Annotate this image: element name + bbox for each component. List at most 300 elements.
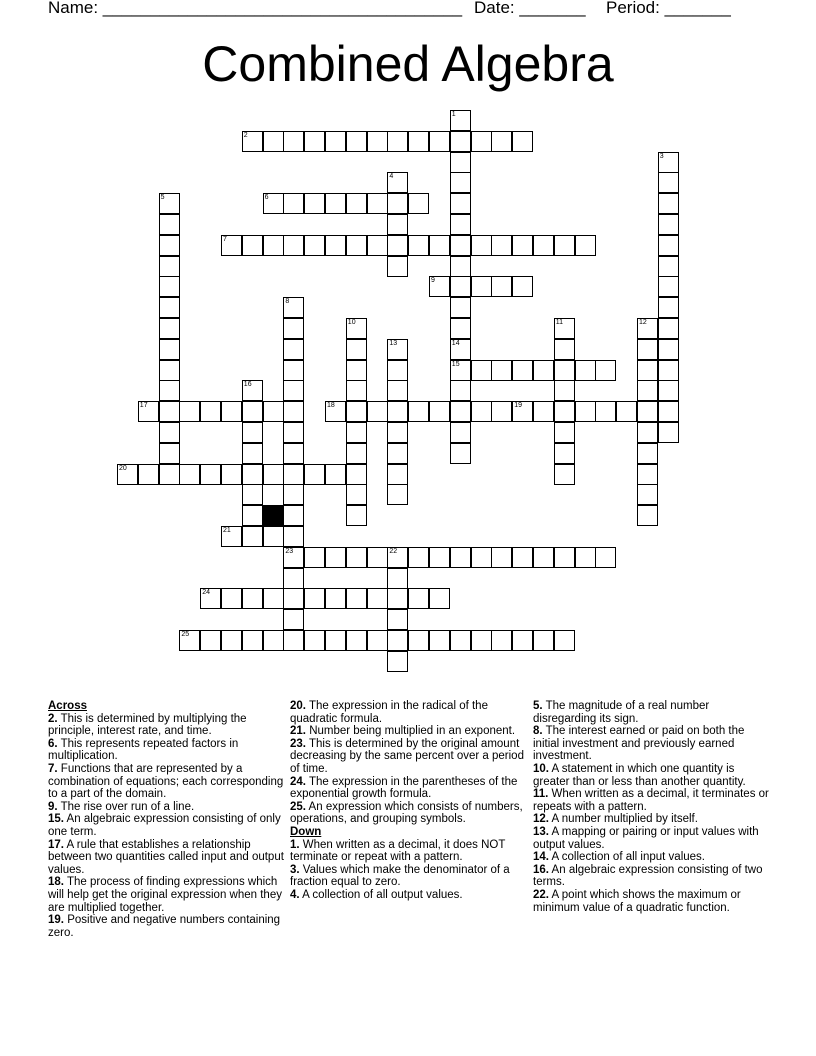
clue-number: 14 (451, 339, 460, 347)
grid-cell[interactable] (429, 588, 450, 609)
clue-text: When written as a decimal, it terminates or repeats with a pattern. (533, 788, 769, 813)
grid-cell[interactable] (263, 193, 284, 214)
clue-number-label: 23. (290, 737, 306, 750)
grid-cell[interactable] (117, 464, 138, 485)
clue-item (48, 839, 284, 877)
grid-cell[interactable] (263, 131, 284, 152)
grid-cell[interactable] (263, 401, 284, 422)
grid-cell[interactable] (387, 651, 408, 672)
grid-cell[interactable] (304, 464, 325, 485)
grid-cell[interactable] (637, 360, 658, 381)
grid-cell[interactable] (263, 464, 284, 485)
clue-item (48, 763, 284, 801)
clue-number-label: 22. (533, 888, 549, 901)
grid-cell[interactable] (450, 630, 471, 651)
grid-cell[interactable] (283, 297, 304, 318)
grid-cell[interactable] (408, 131, 429, 152)
grid-cell[interactable] (346, 131, 367, 152)
grid-cell[interactable] (346, 630, 367, 651)
grid-cell[interactable] (512, 235, 533, 256)
grid-cell[interactable] (450, 297, 471, 318)
grid-cell[interactable] (658, 380, 679, 401)
grid-cell[interactable] (200, 630, 221, 651)
grid-cell[interactable] (533, 547, 554, 568)
grid-cell[interactable] (200, 588, 221, 609)
grid-cell[interactable] (387, 609, 408, 630)
grid-cell[interactable] (387, 422, 408, 443)
clue-number: 9 (431, 277, 435, 285)
grid-cell[interactable] (450, 235, 471, 256)
grid-cell[interactable] (283, 526, 304, 547)
grid-cell[interactable] (554, 360, 575, 381)
grid-cell[interactable] (429, 276, 450, 297)
grid-cell[interactable] (242, 630, 263, 651)
grid-cell[interactable] (471, 131, 492, 152)
grid-cell[interactable] (450, 422, 471, 443)
grid-cell[interactable] (554, 464, 575, 485)
grid-cell[interactable] (471, 547, 492, 568)
grid-cell[interactable] (242, 422, 263, 443)
grid-cell[interactable] (242, 443, 263, 464)
clue-item (533, 826, 773, 851)
clue-number-label: 20. (290, 700, 306, 712)
grid-cell[interactable] (346, 588, 367, 609)
grid-cell[interactable] (159, 360, 180, 381)
clue-text: This is determined by multiplying the principle, interest rate, and time. (48, 712, 247, 738)
grid-cell[interactable] (283, 443, 304, 464)
grid-cell[interactable] (491, 131, 512, 152)
grid-cell[interactable] (346, 505, 367, 526)
grid-cell[interactable] (471, 630, 492, 651)
grid-cell[interactable] (408, 401, 429, 422)
grid-cell[interactable] (471, 276, 492, 297)
grid-cell[interactable] (658, 360, 679, 381)
grid-cell[interactable] (658, 401, 679, 422)
clue-item (48, 801, 284, 814)
grid-cell[interactable] (575, 547, 596, 568)
grid-cell[interactable] (491, 401, 512, 422)
grid-cell[interactable] (283, 588, 304, 609)
clue-item (533, 763, 773, 788)
clue-text: Positive and negative numbers containing zero. (48, 914, 281, 939)
grid-cell[interactable] (325, 401, 346, 422)
grid-cell[interactable] (554, 339, 575, 360)
clue-number: 20 (119, 464, 127, 472)
clue-number: 7 (223, 235, 227, 243)
clue-column-3 (533, 700, 773, 914)
black-cell (263, 505, 284, 526)
grid-cell[interactable] (387, 193, 408, 214)
grid-cell[interactable] (450, 131, 471, 152)
grid-cell[interactable] (159, 401, 180, 422)
grid-cell[interactable] (263, 235, 284, 256)
grid-cell[interactable] (637, 464, 658, 485)
grid-cell[interactable] (387, 339, 408, 360)
clue-text: A collection of all input values. (549, 851, 705, 864)
grid-cell[interactable] (408, 588, 429, 609)
grid-cell[interactable] (242, 464, 263, 485)
grid-cell[interactable] (304, 588, 325, 609)
grid-cell[interactable] (159, 318, 180, 339)
grid-cell[interactable] (159, 380, 180, 401)
clue-number: 11 (555, 319, 564, 326)
grid-cell[interactable] (304, 131, 325, 152)
clue-item (533, 813, 773, 826)
grid-cell[interactable] (387, 443, 408, 464)
grid-cell[interactable] (346, 339, 367, 360)
clue-number-label: 8. (533, 725, 543, 738)
clue-number-label: 6. (48, 737, 58, 750)
grid-cell[interactable] (658, 193, 679, 214)
grid-cell[interactable] (429, 131, 450, 152)
grid-cell[interactable] (283, 131, 304, 152)
grid-cell[interactable] (325, 547, 346, 568)
grid-cell[interactable] (325, 131, 346, 152)
grid-cell[interactable] (471, 235, 492, 256)
grid-cell[interactable] (159, 276, 180, 297)
grid-cell[interactable] (283, 547, 304, 568)
grid-cell[interactable] (595, 547, 616, 568)
clue-number: 3 (659, 152, 664, 160)
clue-item (533, 889, 773, 914)
grid-cell[interactable] (221, 401, 242, 422)
grid-cell[interactable] (242, 505, 263, 526)
clue-text: An algebraic expression consisting of only one term. (48, 813, 281, 838)
grid-cell[interactable] (450, 318, 471, 339)
grid-cell[interactable] (450, 152, 471, 173)
clue-number: 4 (389, 173, 394, 181)
grid-cell[interactable] (221, 526, 242, 547)
grid-cell[interactable] (283, 193, 304, 214)
grid-cell[interactable] (637, 339, 658, 360)
grid-cell[interactable] (512, 276, 533, 297)
grid-cell[interactable] (367, 131, 388, 152)
grid-cell[interactable] (387, 172, 408, 193)
grid-cell[interactable] (491, 276, 512, 297)
clue-item (290, 700, 526, 725)
grid-cell[interactable] (512, 547, 533, 568)
clue-number-label: 11. (533, 788, 549, 801)
clue-number-label: 1. (290, 838, 300, 851)
grid-cell[interactable] (346, 547, 367, 568)
grid-cell[interactable] (554, 547, 575, 568)
grid-cell[interactable] (554, 235, 575, 256)
clue-item (48, 813, 284, 838)
grid-cell[interactable] (387, 484, 408, 505)
grid-cell[interactable] (512, 630, 533, 651)
grid-cell[interactable] (242, 131, 263, 152)
grid-cell[interactable] (408, 630, 429, 651)
grid-cell[interactable] (637, 443, 658, 464)
clue-number: 24 (202, 589, 210, 597)
clue-item (533, 851, 773, 864)
grid-cell[interactable] (159, 193, 180, 214)
clue-item (533, 864, 773, 889)
across-heading: Across (48, 700, 87, 712)
grid-cell[interactable] (283, 505, 304, 526)
across-clue-list (48, 713, 284, 940)
grid-cell[interactable] (450, 214, 471, 235)
grid-cell[interactable] (533, 360, 554, 381)
grid-cell[interactable] (200, 401, 221, 422)
grid-cell[interactable] (512, 131, 533, 152)
grid-cell[interactable] (575, 235, 596, 256)
clue-item (290, 801, 526, 826)
grid-cell[interactable] (595, 401, 616, 422)
grid-cell[interactable] (221, 464, 242, 485)
clue-number-label: 3. (290, 863, 300, 876)
grid-cell[interactable] (387, 630, 408, 651)
clue-number-label: 4. (290, 888, 300, 901)
grid-cell[interactable] (367, 193, 388, 214)
grid-cell[interactable] (387, 568, 408, 589)
period-field: Period: _______ (606, 0, 731, 17)
grid-cell[interactable] (325, 630, 346, 651)
grid-cell[interactable] (491, 360, 512, 381)
grid-cell[interactable] (159, 464, 180, 485)
date-field: Date: _______ (474, 0, 586, 17)
grid-cell[interactable] (450, 360, 471, 381)
grid-cell[interactable] (554, 422, 575, 443)
grid-cell[interactable] (450, 172, 471, 193)
grid-cell[interactable] (325, 193, 346, 214)
grid-cell[interactable] (658, 276, 679, 297)
grid-cell[interactable] (242, 235, 263, 256)
clue-text: This represents repeated factors in multiplication. (48, 737, 239, 763)
clue-number-label: 18. (48, 876, 64, 889)
grid-cell[interactable] (554, 630, 575, 651)
grid-cell[interactable] (491, 630, 512, 651)
grid-cell[interactable] (575, 401, 596, 422)
grid-cell[interactable] (429, 401, 450, 422)
grid-cell[interactable] (221, 630, 242, 651)
clue-number-label: 25. (290, 800, 306, 813)
grid-cell[interactable] (325, 235, 346, 256)
clue-number: 21 (223, 527, 231, 534)
clue-text: The expression in the radical of the quadratic formula. (290, 700, 488, 725)
grid-cell[interactable] (450, 193, 471, 214)
grid-cell[interactable] (221, 588, 242, 609)
grid-cell[interactable] (304, 547, 325, 568)
grid-cell[interactable] (283, 360, 304, 381)
grid-cell[interactable] (637, 422, 658, 443)
grid-cell[interactable] (554, 318, 575, 339)
grid-cell[interactable] (387, 464, 408, 485)
grid-cell[interactable] (367, 401, 388, 422)
grid-cell[interactable] (367, 588, 388, 609)
grid-cell[interactable] (159, 422, 180, 443)
grid-cell[interactable] (179, 464, 200, 485)
grid-cell[interactable] (658, 297, 679, 318)
grid-cell[interactable] (159, 235, 180, 256)
grid-cell[interactable] (159, 297, 180, 318)
grid-cell[interactable] (658, 256, 679, 277)
grid-cell[interactable] (242, 401, 263, 422)
grid-cell[interactable] (387, 547, 408, 568)
grid-cell[interactable] (637, 380, 658, 401)
clue-number-label: 7. (48, 762, 58, 775)
grid-cell[interactable] (554, 443, 575, 464)
clue-text: The expression in the parentheses of the exponential growth formula. (290, 775, 518, 801)
grid-cell[interactable] (658, 318, 679, 339)
grid-cell[interactable] (658, 172, 679, 193)
grid-cell[interactable] (159, 256, 180, 277)
clue-number: 23 (285, 547, 294, 555)
grid-cell[interactable] (221, 235, 242, 256)
grid-cell[interactable] (450, 276, 471, 297)
grid-cell[interactable] (554, 401, 575, 422)
grid-cell[interactable] (450, 339, 471, 360)
grid-cell[interactable] (159, 214, 180, 235)
grid-cell[interactable] (429, 630, 450, 651)
grid-cell[interactable] (263, 630, 284, 651)
clue-item (48, 876, 284, 914)
grid-cell[interactable] (138, 401, 159, 422)
grid-cell[interactable] (283, 318, 304, 339)
clue-number: 5 (160, 194, 165, 202)
grid-cell[interactable] (263, 526, 284, 547)
grid-cell[interactable] (658, 235, 679, 256)
grid-cell[interactable] (346, 464, 367, 485)
grid-cell[interactable] (283, 401, 304, 422)
grid-cell[interactable] (637, 505, 658, 526)
grid-cell[interactable] (637, 401, 658, 422)
grid-cell[interactable] (575, 360, 596, 381)
grid-cell[interactable] (367, 547, 388, 568)
grid-cell[interactable] (408, 547, 429, 568)
grid-cell[interactable] (159, 443, 180, 464)
grid-cell[interactable] (346, 443, 367, 464)
grid-cell[interactable] (595, 360, 616, 381)
grid-cell[interactable] (346, 422, 367, 443)
grid-cell[interactable] (159, 339, 180, 360)
grid-cell[interactable] (658, 422, 679, 443)
grid-cell[interactable] (283, 609, 304, 630)
grid-cell[interactable] (283, 235, 304, 256)
grid-cell[interactable] (512, 360, 533, 381)
clue-number: 15 (451, 360, 460, 368)
clue-number-label: 21. (290, 725, 306, 738)
grid-cell[interactable] (346, 401, 367, 422)
grid-cell[interactable] (179, 401, 200, 422)
clue-number: 22 (389, 547, 398, 555)
clue-number-label: 17. (48, 838, 64, 851)
grid-cell[interactable] (242, 484, 263, 505)
clue-number-label: 16. (533, 863, 549, 876)
grid-cell[interactable] (387, 214, 408, 235)
grid-cell[interactable] (387, 256, 408, 277)
grid-cell[interactable] (658, 152, 679, 173)
grid-cell[interactable] (533, 630, 554, 651)
grid-cell[interactable] (450, 547, 471, 568)
down-clue-list-continued (533, 700, 773, 914)
grid-cell[interactable] (346, 318, 367, 339)
clue-text: The rise over run of a line. (57, 800, 195, 813)
grid-cell[interactable] (387, 235, 408, 256)
grid-cell[interactable] (387, 588, 408, 609)
clue-text: The process of finding expressions which will help get the original expression when they are multiplied together. (48, 876, 282, 914)
clue-item (290, 738, 526, 776)
grid-cell[interactable] (387, 360, 408, 381)
grid-cell[interactable] (658, 214, 679, 235)
grid-cell[interactable] (450, 380, 471, 401)
grid-cell[interactable] (367, 235, 388, 256)
grid-cell[interactable] (533, 235, 554, 256)
grid-cell[interactable] (346, 193, 367, 214)
grid-cell[interactable] (429, 547, 450, 568)
clue-text: A collection of all output values. (299, 888, 463, 901)
grid-cell[interactable] (408, 193, 429, 214)
grid-cell[interactable] (367, 630, 388, 651)
grid-cell[interactable] (450, 110, 471, 131)
grid-cell[interactable] (242, 380, 263, 401)
clue-number: 13 (389, 339, 398, 347)
grid-cell[interactable] (616, 401, 637, 422)
grid-cell[interactable] (325, 588, 346, 609)
grid-cell[interactable] (346, 484, 367, 505)
clue-text: The magnitude of a real number disregarding its sign. (533, 700, 710, 725)
clue-number-label: 10. (533, 762, 549, 775)
grid-cell[interactable] (304, 193, 325, 214)
grid-cell[interactable] (346, 360, 367, 381)
clue-number: 18 (327, 402, 335, 410)
grid-cell[interactable] (325, 464, 346, 485)
grid-cell[interactable] (283, 380, 304, 401)
grid-cell[interactable] (512, 401, 533, 422)
grid-cell[interactable] (242, 588, 263, 609)
grid-cell[interactable] (387, 401, 408, 422)
grid-cell[interactable] (283, 630, 304, 651)
grid-cell[interactable] (637, 318, 658, 339)
grid-cell[interactable] (491, 235, 512, 256)
page-title: Combined Algebra (202, 36, 614, 92)
grid-cell[interactable] (491, 547, 512, 568)
grid-cell[interactable] (658, 339, 679, 360)
grid-cell[interactable] (471, 360, 492, 381)
clue-text: A point which shows the maximum or minimum value of a quadratic function. (533, 888, 741, 914)
grid-cell[interactable] (263, 588, 284, 609)
grid-cell[interactable] (450, 401, 471, 422)
grid-cell[interactable] (283, 422, 304, 443)
grid-cell[interactable] (387, 131, 408, 152)
clue-number-label: 5. (533, 700, 543, 712)
clue-number: 1 (451, 111, 456, 118)
grid-cell[interactable] (471, 401, 492, 422)
grid-cell[interactable] (408, 235, 429, 256)
grid-cell[interactable] (242, 526, 263, 547)
grid-cell[interactable] (200, 464, 221, 485)
grid-cell[interactable] (533, 401, 554, 422)
grid-cell[interactable] (283, 464, 304, 485)
grid-cell[interactable] (304, 235, 325, 256)
grid-cell[interactable] (179, 630, 200, 651)
grid-cell[interactable] (283, 484, 304, 505)
grid-cell[interactable] (346, 380, 367, 401)
clue-text: A rule that establishes a relationship between two quantities called input and output values. (48, 838, 284, 876)
grid-cell[interactable] (554, 380, 575, 401)
grid-cell[interactable] (387, 380, 408, 401)
grid-cell[interactable] (346, 235, 367, 256)
grid-cell[interactable] (450, 256, 471, 277)
grid-cell[interactable] (429, 235, 450, 256)
grid-cell[interactable] (283, 568, 304, 589)
clue-item (533, 725, 773, 763)
grid-cell[interactable] (450, 443, 471, 464)
grid-cell[interactable] (138, 464, 159, 485)
grid-cell[interactable] (304, 630, 325, 651)
grid-cell[interactable] (637, 484, 658, 505)
grid-cell[interactable] (283, 339, 304, 360)
